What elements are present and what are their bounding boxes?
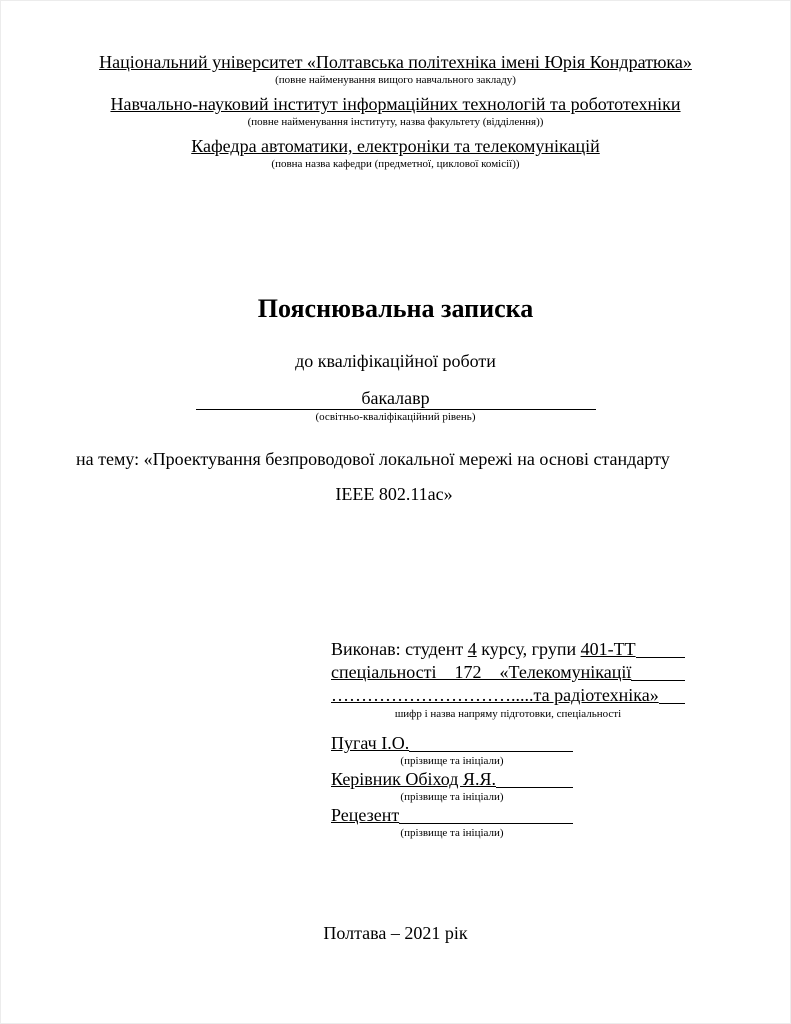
executor-line-1-fill bbox=[636, 638, 685, 658]
signature-supervisor-caption: (прізвище та ініціали) bbox=[400, 791, 504, 803]
executor-line-2-fill bbox=[631, 661, 685, 681]
executor-caption: шифр і назва напряму підготовки, спеціальності bbox=[394, 708, 622, 720]
executor-line-3 bbox=[331, 684, 685, 707]
department-group bbox=[41, 135, 750, 171]
signature-student-name: Пугач І.О. bbox=[331, 733, 410, 753]
institute-name bbox=[41, 93, 750, 115]
executor-prefix: Виконав: студент bbox=[331, 639, 468, 659]
degree-block bbox=[1, 387, 790, 424]
university-name bbox=[41, 51, 750, 73]
university-group bbox=[41, 51, 750, 87]
executor-line-2 bbox=[331, 661, 685, 684]
university-caption: (повне найменування вищого навчального закладу) bbox=[275, 74, 516, 86]
topic-line-1: на тему: «Проектування безпроводової локальної мережі на основі стандарту bbox=[76, 449, 670, 469]
institute-caption: (повне найменування інституту, назва факультету (відділення)) bbox=[247, 116, 544, 128]
institute-name-text: Навчально-науковий інститут інформаційних технологій та робототехніки bbox=[110, 94, 681, 114]
signature-group bbox=[331, 732, 573, 768]
document-header bbox=[41, 51, 750, 177]
university-name-text: Національний університет «Полтавська політехніка імені Юрія Кондратюка» bbox=[99, 52, 692, 72]
department-caption: (повна назва кафедри (предметної, циклової комісії)) bbox=[271, 158, 520, 170]
signature-line-student bbox=[331, 732, 573, 755]
signature-supervisor-fill bbox=[496, 768, 573, 788]
degree-caption: (освітньо-кваліфікаційний рівень) bbox=[315, 411, 476, 423]
executor-course: 4 bbox=[467, 639, 477, 659]
signature-reviewer-caption: (прізвище та ініціали) bbox=[400, 827, 504, 839]
topic-block bbox=[76, 448, 712, 505]
executor-line-1 bbox=[331, 638, 685, 661]
city-year-line: Полтава – 2021 рік bbox=[323, 923, 468, 943]
executor-speciality-1: спеціальності 172 «Телекомунікації bbox=[331, 662, 632, 682]
signature-reviewer-fill bbox=[399, 804, 573, 824]
department-name-text: Кафедра автоматики, електроніки та телекомунікацій bbox=[191, 136, 600, 156]
executor-middle: курсу, групи bbox=[476, 639, 581, 659]
signature-line-supervisor bbox=[331, 768, 573, 791]
signature-group bbox=[331, 768, 573, 804]
topic-line-2: IEEE 802.11ac» bbox=[335, 484, 453, 504]
signature-line-reviewer bbox=[331, 804, 573, 827]
signature-student-fill bbox=[409, 732, 573, 752]
page-subtitle: до кваліфікаційної роботи bbox=[295, 351, 496, 371]
executor-line-3-fill bbox=[659, 684, 685, 704]
executor-speciality-2: ………………………….....та радіотехніка» bbox=[331, 685, 659, 705]
institute-group bbox=[41, 93, 750, 129]
executor-group: 401-ТТ bbox=[580, 639, 636, 659]
page-title: Пояснювальна записка bbox=[257, 294, 534, 323]
executor-block bbox=[331, 638, 685, 721]
signatures-block bbox=[331, 732, 573, 840]
department-name bbox=[41, 135, 750, 157]
signature-student-caption: (прізвище та ініціали) bbox=[400, 755, 504, 767]
signature-supervisor-name: Керівник Обіход Я.Я. bbox=[331, 769, 496, 789]
signature-reviewer-name: Рецезент bbox=[331, 805, 400, 825]
degree-value: бакалавр bbox=[196, 387, 596, 410]
signature-group bbox=[331, 804, 573, 840]
